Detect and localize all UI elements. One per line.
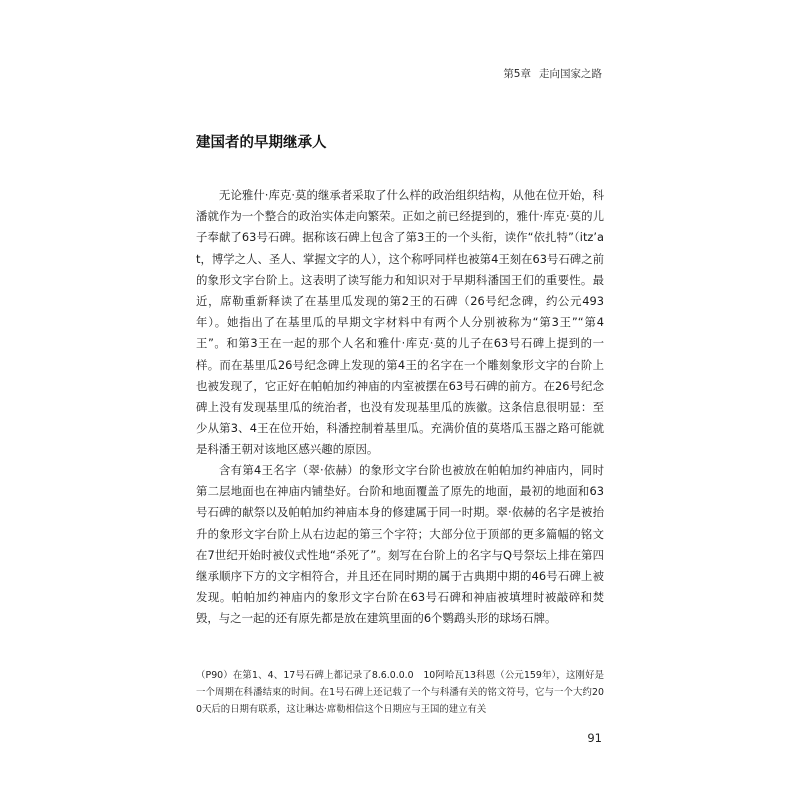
running-header <box>503 66 602 81</box>
section-title: 建国者的早期继承人 <box>196 135 327 151</box>
footnote: （P90）在第1、4、17号石碑上都记录了8.6.0.0.0 10阿哈瓦13科恩（公元159年），这刚好是一个周期在科潘结束的时间。在1号石碑上还记载了一个与科潘有关的铭文符号，它与一个大约200天后的日期有联系，这让琳达·席勒相信这个日期应与王国的建立有关 <box>196 670 604 716</box>
body-paragraph-2: 含有第4王名字（翠·依赫）的象形文字台阶也被放在帕帕加约神庙内，同时第二层地面也在神庙内铺垫好。台阶和地面覆盖了原先的地面，最初的地面和63号石碑的献祭以及帕帕加约神庙本身的修建属于同一时期。翠·依赫的名字是被抬升的象形文字台阶上从右边起的第三个字符；大部分位于顶部的更多篇幅的铭文在7世纪开始时被仪式性地“杀死了”。刻写在台阶上的名字与Q号祭坛上排在第四继承顺序下方的文字相符合，并且还在同时期的属于古典期中期的46号石碑上被发现。帕帕加约神庙内的象形文字台阶在63号石碑和神庙被填埋时被敲碎和焚毁，与之一起的还有原先都是放在建筑里面的6个鹦鹉头形的球场石牌。 <box>196 463 604 626</box>
page-number: 91 <box>587 731 602 745</box>
body-paragraph-1: 无论雅什·库克·莫的继承者采取了什么样的政治组织结构，从他在位开始，科潘就作为一个整合的政治实体走向繁荣。正如之前已经提到的，雅什·库克·莫的儿子奉献了63号石碑。据称该石碑上包含了第3王的一个头衔，读作“依扎特”（itz’at，博学之人、圣人、掌握文字的人），这个称呼同样也被第4王刻在63号石碑之前的象形文字台阶上。这表明了读写能力和知识对于早期科潘国王们的重要性。最近，席勒重新释读了在基里瓜发现的第2王的石碑（26号纪念碑，约公元493年）。她指出了在基里瓜的早期文字材料中有两个人分别被称为“第3王”“第4王”。和第3王在一起的那个人名和雅什·库克·莫的儿子在63号石碑上提到的一样。而在基里瓜26号纪念碑上发现的第4王的名字在一个雕刻象形文字的台阶上也被发现了，它正好在帕帕加约神庙的内室被摆在63号石碑的前方。在26号纪念碑上没有发现基里瓜的统治者，也没有发现基里瓜的族徽。这条信息很明显：至少从第3、4王在位开始，科潘控制着基里瓜。充满价值的莫塔瓜玉器之路可能就是科潘王朝对该地区感兴趣的原因。 <box>196 188 604 457</box>
chapter-title: 走向国家之路 <box>539 68 602 80</box>
chapter-number: 第5章 <box>503 68 531 80</box>
